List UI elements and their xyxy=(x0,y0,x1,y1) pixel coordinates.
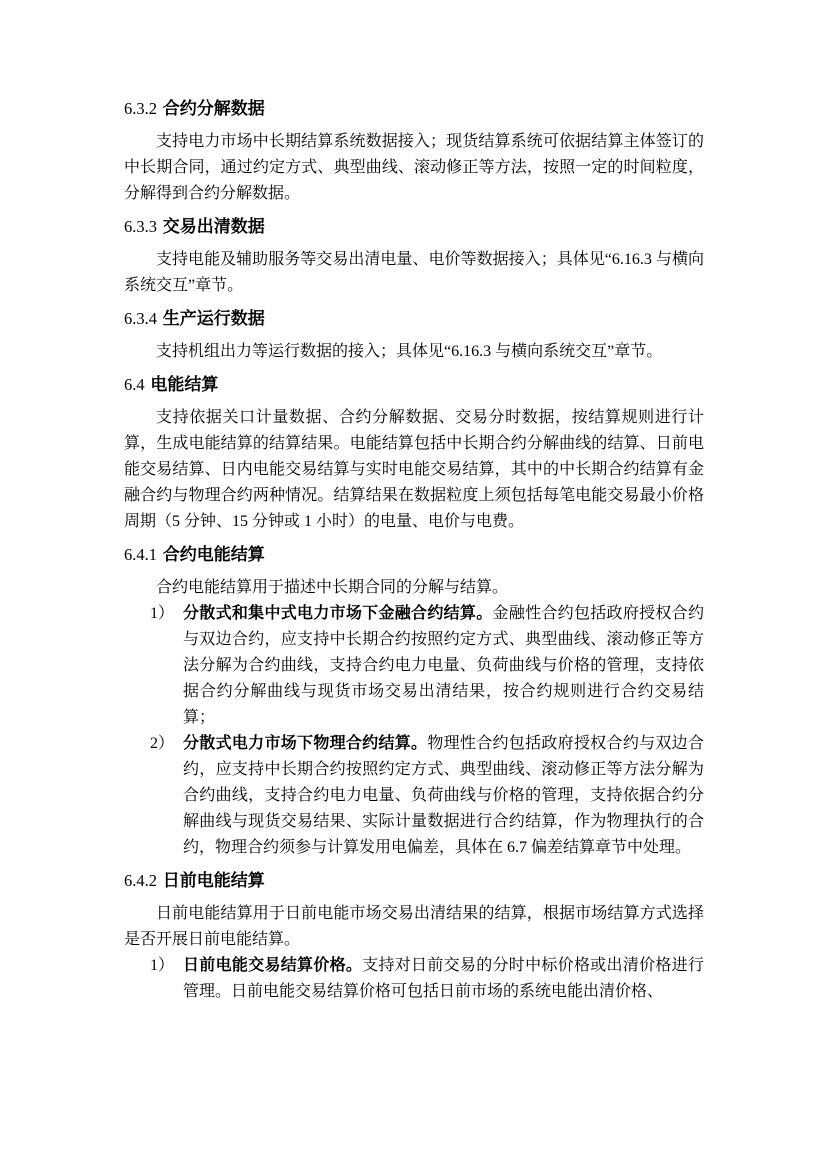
paragraph: 合约电能结算用于描述中长期合同的分解与结算。 xyxy=(156,579,509,596)
list-item-bold-lead: 日前电能交易结算价格。 xyxy=(183,957,363,974)
section-heading-6-3-3 xyxy=(124,214,704,240)
list-item-text: 金融性合约包括政府授权合约与双边合约，应支持中长期合约按照约定方式、典型曲线、滚动修正等方法分解为合约曲线，支持合约电力电量、负荷曲线与价格的管理，支持依据合约分解曲线与现货市场交易出清结果，按合约规则进行合约交易结算； xyxy=(183,605,704,726)
heading-title: 电能结算 xyxy=(150,375,219,394)
list-item xyxy=(124,731,704,861)
heading-number: 6.4.2 xyxy=(124,871,157,890)
heading-number: 6.4 xyxy=(124,375,145,394)
paragraph: 支持依据关口计量数据、合约分解数据、交易分时数据，按结算规则进行计算，生成电能结算的结算结果。电能结算包括中长期合约分解曲线的结算、日前电能交易结算、日内电能交易结算与实时电能交易结算，其中的中长期合约结算有金融合约与物理合约两种情况。结算结果在数据粒度上须包括每笔电能交易最小价格周期（5 分钟、15 分钟或 1 小时）的电量、电价与电费。 xyxy=(124,409,704,530)
heading-title: 生产运行数据 xyxy=(162,309,265,328)
section-heading-6-3-4 xyxy=(124,306,704,332)
heading-title: 合约电能结算 xyxy=(162,545,265,564)
list-marker: 2） xyxy=(150,735,175,752)
paragraph: 支持机组出力等运行数据的接入；具体见“6.16.3 与横向系统交互”章节。 xyxy=(156,343,663,360)
paragraph: 日前电能结算用于日前电能市场交易出清结果的结算，根据市场结算方式选择是否开展日前电能结算。 xyxy=(124,905,704,948)
heading-number: 6.4.1 xyxy=(124,545,157,564)
list-marker: 1） xyxy=(150,605,175,622)
list-item-text: 支持对日前交易的分时中标价格或出清价格进行管理。日前电能交易结算价格可包括日前市场的系统电能出清价格、 xyxy=(183,957,704,1000)
section-heading-6-4-2 xyxy=(124,868,704,894)
heading-title: 交易出清数据 xyxy=(162,217,265,236)
heading-number: 6.3.2 xyxy=(124,99,157,118)
list-marker: 1） xyxy=(150,957,175,974)
heading-title: 日前电能结算 xyxy=(162,871,265,890)
section-heading-6-4 xyxy=(124,372,704,398)
list-item-text: 物理性合约包括政府授权合约与双边合约，应支持中长期合约按照约定方式、典型曲线、滚动修正等方法分解为合约曲线，支持合约电力电量、负荷曲线与价格的管理，支持依据合约分解曲线与现货交易结果、实际计量数据进行合约结算，作为物理执行的合约，物理合约须参与计算发用电偏差，具体在 6.7 偏差结算章节中处理。 xyxy=(183,735,704,856)
heading-number: 6.3.3 xyxy=(124,217,157,236)
section-heading-6-4-1 xyxy=(124,542,704,568)
section-heading-6-3-2 xyxy=(124,96,704,122)
heading-title: 合约分解数据 xyxy=(162,99,265,118)
heading-number: 6.3.4 xyxy=(124,309,157,328)
list-item xyxy=(124,601,704,731)
list-item-bold-lead: 分散式和集中式电力市场下金融合约结算。 xyxy=(183,605,493,622)
list-item xyxy=(124,953,704,1005)
list-item-bold-lead: 分散式电力市场下物理合约结算。 xyxy=(183,735,428,752)
paragraph: 支持电力市场中长期结算系统数据接入；现货结算系统可依据结算主体签订的中长期合同，通过约定方式、典型曲线、滚动修正等方法，按照一定的时间粒度，分解得到合约分解数据。 xyxy=(124,133,704,202)
paragraph: 支持电能及辅助服务等交易出清电量、电价等数据接入；具体见“6.16.3 与横向系统交互”章节。 xyxy=(124,251,704,294)
